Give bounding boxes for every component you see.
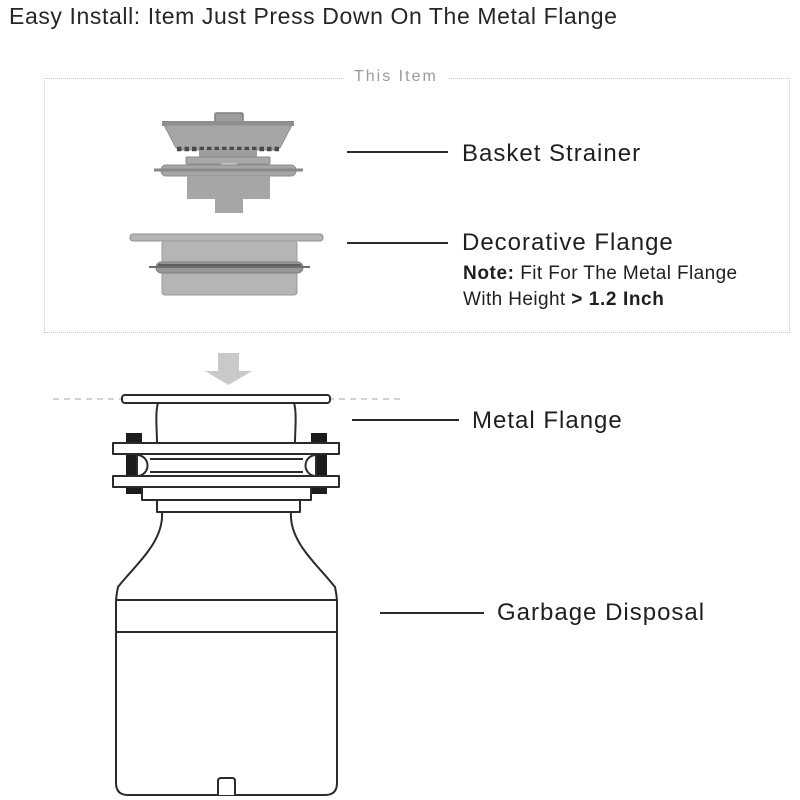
decorative-flange-drawing	[130, 234, 323, 295]
down-arrow-icon	[205, 353, 252, 385]
part-label-metal-flange: Metal Flange	[472, 407, 623, 434]
this-item-box-label: This Item	[344, 67, 448, 87]
note2-bold: > 1.2 Inch	[571, 289, 665, 310]
note-text: Fit For The Metal Flange	[514, 263, 738, 284]
note2-text: With Height	[463, 289, 572, 310]
basket-strainer-drawing	[154, 113, 303, 213]
decorative-flange-note-line1	[463, 261, 738, 287]
part-label-decorative-flange: Decorative Flange	[462, 229, 674, 256]
part-label-garbage-disposal: Garbage Disposal	[497, 599, 706, 626]
decorative-flange-note-line2	[463, 287, 664, 313]
page-title: Easy Install: Item Just Press Down On The Metal Flange	[9, 3, 618, 29]
leader-lines	[347, 152, 484, 613]
garbage-disposal-drawing	[116, 512, 337, 795]
note-bold-prefix: Note:	[463, 263, 515, 284]
part-label-basket-strainer: Basket Strainer	[462, 140, 642, 167]
metal-flange-drawing	[113, 395, 339, 512]
